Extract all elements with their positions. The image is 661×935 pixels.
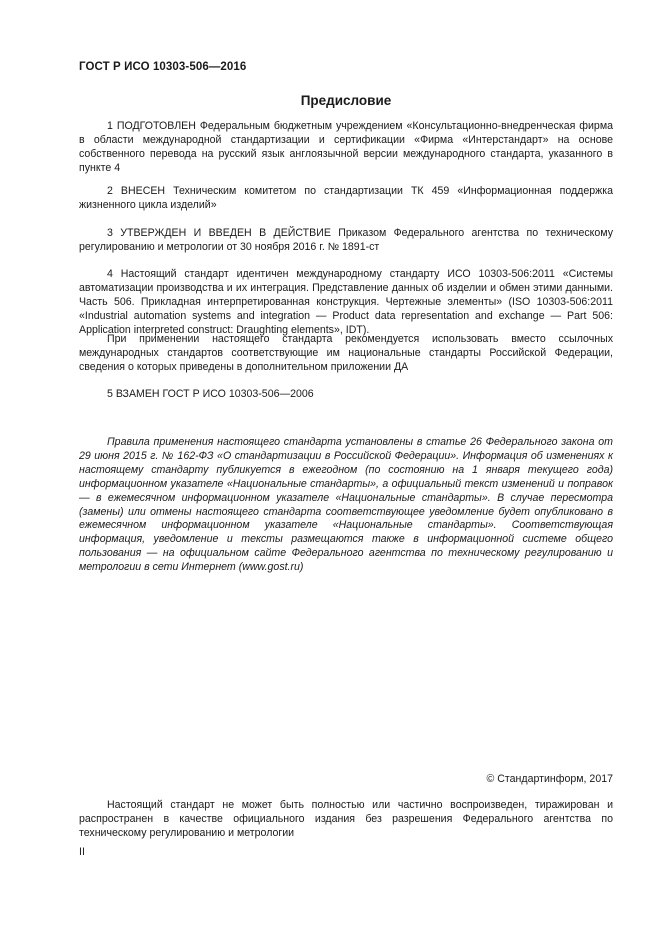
- paragraph-replaces: 5 ВЗАМЕН ГОСТ Р ИСО 10303-506—2006: [107, 388, 314, 400]
- reproduction-notice: Настоящий стандарт не может быть полностью или частично воспроизведен, тиражирован и распространен в качестве официального издания без разрешения Федерального агентства по техническому регулированию и метрологии: [79, 799, 613, 839]
- copyright: © Стандартинформ, 2017: [486, 773, 613, 785]
- paragraph-introduced: 2 ВНЕСЕН Техническим комитетом по стандартизации ТК 459 «Информационная поддержка жизненного цикла изделий»: [79, 185, 613, 211]
- page-number: II: [79, 846, 85, 858]
- paragraph-prepared: 1 ПОДГОТОВЛЕН Федеральным бюджетным учреждением «Консультационно-внедренческая фирма в области международной стандартизации и сертификации «Фирма «Интерстандарт» на основе собственного перевода на русский язык англоязычной версии международного стандарта, указанного в пункте 4: [79, 120, 613, 174]
- application-rules-notice: Правила применения настоящего стандарта установлены в статье 26 Федерального закона от 29 июня 2015 г. № 162-ФЗ «О стандартизации в Российской Федерации». Информация об изменениях к настоящему стандарту публикуется в ежегодном (по состоянию на 1 января текущего года) информационном указателе «Национальные стандарты», а официальный текст изменений и поправок — в ежемесячном информационном указателе «Национальные стандарты». В случае пересмотра (замены) или отмены настоящего стандарта соответствующее уведомление будет опубликовано в ежемесячном информационном указателе «Национальные стандарты». Соответствующая информация, уведомление и тексты размещаются также в информационной системе общего пользования — на официальном сайте Федерального агентства по техническому регулированию и метрологии в сети Интернет (www.gost.ru): [79, 436, 613, 574]
- paragraph-identical: 4 Настоящий стандарт идентичен международному стандарту ИСО 10303-506:2011 «Системы автоматизации производства и их интеграция. Представление данных об изделии и обмен этими данными. Часть 506. Прикладная интерпретированная конструкция. Чертежные элементы» (ISO 10303-506:2011 «Industrial automation systems and integration — Product data representation and exchange — Part 506: Application interpreted construct: Draughting elements», IDT).: [79, 268, 613, 336]
- page-title: Предисловие: [300, 93, 392, 108]
- document-header: ГОСТ Р ИСО 10303-506—2016: [79, 61, 247, 73]
- paragraph-approved: 3 УТВЕРЖДЕН И ВВЕДЕН В ДЕЙСТВИЕ Приказом Федерального агентства по техническому регулированию и метрологии от 30 ноября 2016 г. № 1891-ст: [79, 227, 613, 253]
- paragraph-references: При применении настоящего стандарта рекомендуется использовать вместо ссылочных международных стандартов соответствующие им национальные стандарты Российской Федерации, сведения о которых приведены в дополнительном приложении ДА: [79, 333, 613, 373]
